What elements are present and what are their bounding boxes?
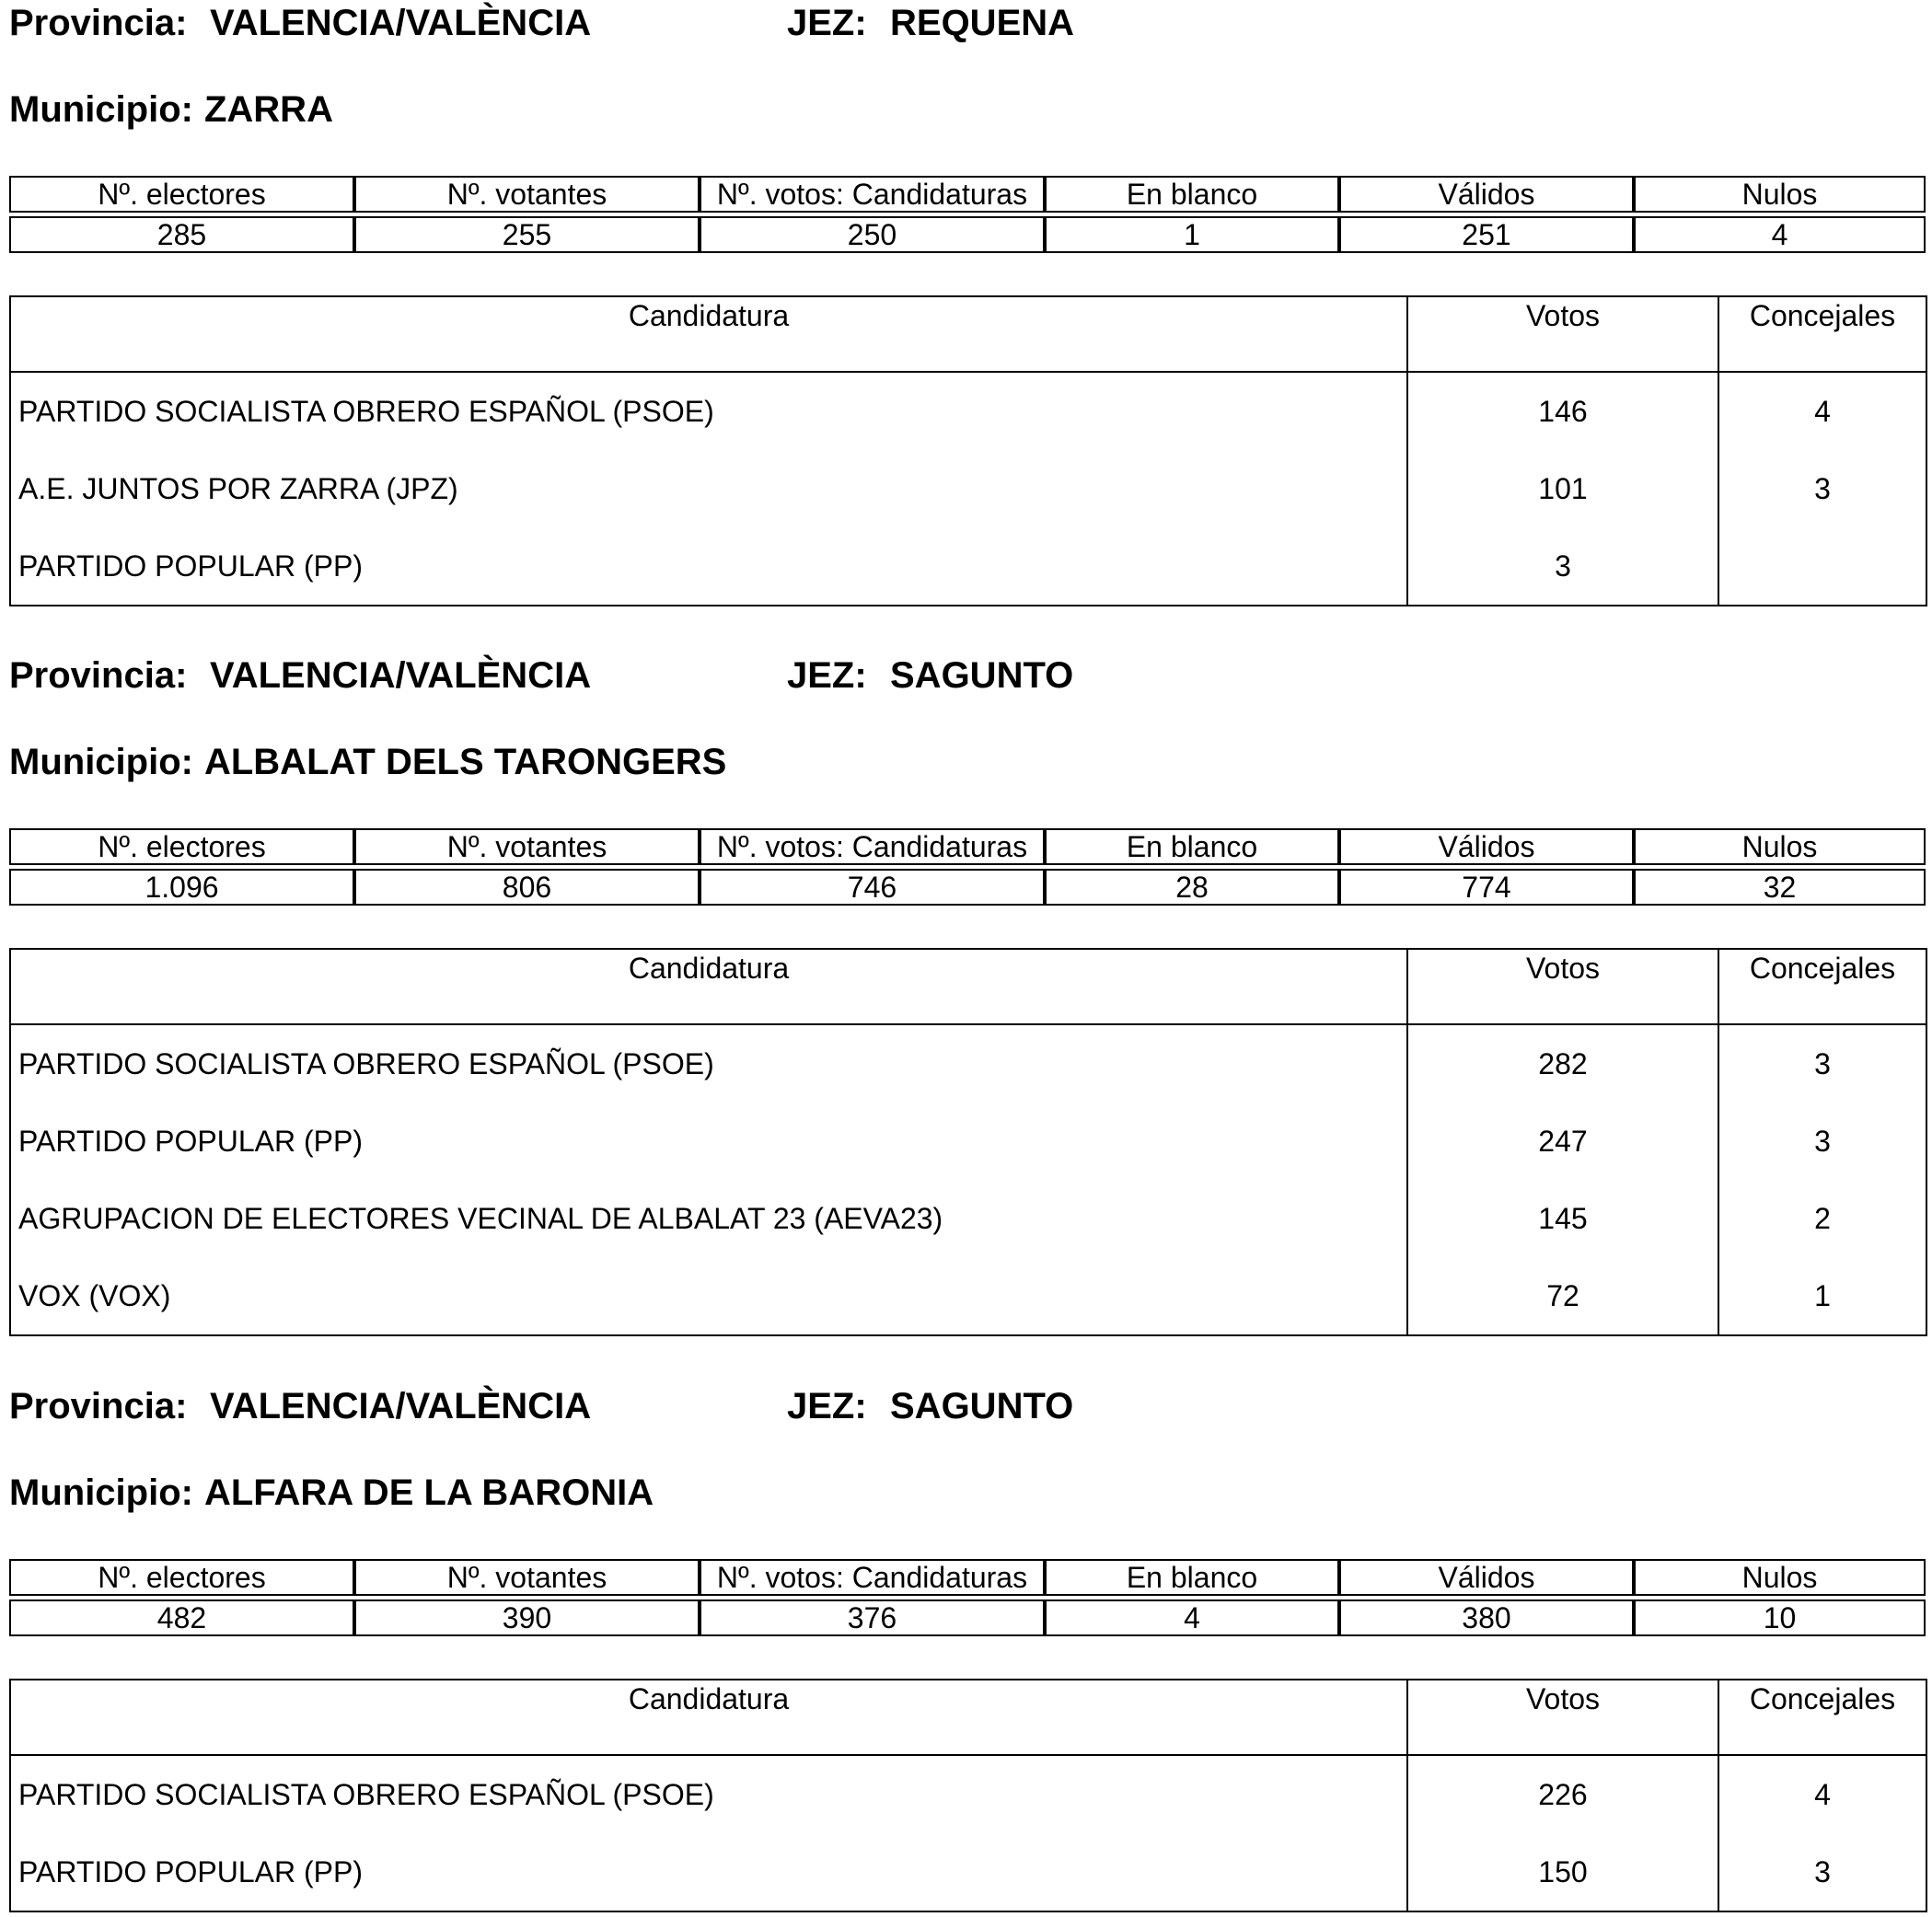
stats-header-cell: Nº. electores <box>9 1559 354 1596</box>
stats-header-cell: En blanco <box>1045 1559 1339 1596</box>
stats-value-row <box>9 1599 1926 1636</box>
municipio-label: Municipio: <box>9 89 193 130</box>
candidaturas-table <box>9 295 1927 606</box>
candidatura-votos: 3 <box>1407 527 1718 606</box>
jez-value: SAGUNTO <box>890 655 1074 696</box>
municipio-line <box>9 739 726 785</box>
provincia-label: Provincia: <box>9 1386 188 1426</box>
candidaturas-header-cell: Candidatura <box>10 296 1407 372</box>
stats-value-cell: 806 <box>354 869 700 906</box>
stats-value-cell: 250 <box>700 216 1045 253</box>
candidaturas-table <box>9 1679 1927 1912</box>
stats-value-cell: 390 <box>354 1599 700 1636</box>
stats-value-cell: 376 <box>700 1599 1045 1636</box>
candidatura-row <box>10 1103 1926 1180</box>
stats-value-cell: 482 <box>9 1599 354 1636</box>
candidatura-name: PARTIDO POPULAR (PP) <box>18 1854 363 1888</box>
jez-label: JEZ: <box>787 3 867 43</box>
candidatura-concejales: 3 <box>1718 450 1926 527</box>
stats-value-cell: 255 <box>354 216 700 253</box>
stats-value-row <box>9 216 1926 253</box>
candidatura-concejales: 4 <box>1718 1755 1926 1833</box>
candidatura-concejales: 2 <box>1718 1180 1926 1257</box>
candidaturas-table <box>9 948 1927 1336</box>
municipality-section <box>9 0 1926 652</box>
provincia-label: Provincia: <box>9 655 188 696</box>
stats-value-cell: 1.096 <box>9 869 354 906</box>
candidatura-votos: 226 <box>1407 1755 1718 1833</box>
provincia-value: VALENCIA/VALÈNCIA <box>210 1386 592 1426</box>
candidatura-name: VOX (VOX) <box>18 1278 171 1312</box>
candidatura-name: PARTIDO SOCIALISTA OBRERO ESPAÑOL (PSOE) <box>18 1777 714 1811</box>
candidatura-concejales: 3 <box>1718 1024 1926 1103</box>
candidatura-concejales: 1 <box>1718 1257 1926 1335</box>
stats-value-cell: 28 <box>1045 869 1339 906</box>
candidatura-votos: 72 <box>1407 1257 1718 1335</box>
stats-header-cell: Nº. votantes <box>354 828 700 865</box>
municipio-value: ZARRA <box>203 89 333 130</box>
stats-table <box>9 1559 1926 1636</box>
stats-value-row <box>9 869 1926 906</box>
stats-value-cell: 285 <box>9 216 354 253</box>
candidatura-votos: 101 <box>1407 450 1718 527</box>
candidatura-name: PARTIDO POPULAR (PP) <box>18 1124 363 1158</box>
jez-value: REQUENA <box>890 3 1075 43</box>
stats-header-cell: Nº. votantes <box>354 1559 700 1596</box>
provincia-label: Provincia: <box>9 3 188 43</box>
candidatura-row <box>10 450 1926 527</box>
stats-value-cell: 1 <box>1045 216 1339 253</box>
candidatura-row <box>10 1755 1926 1833</box>
candidatura-row <box>10 1257 1926 1335</box>
candidaturas-header-row <box>10 1680 1926 1755</box>
candidatura-votos: 150 <box>1407 1833 1718 1911</box>
stats-header-cell: Nº. votos: Candidaturas <box>700 176 1045 213</box>
candidaturas-header-row <box>10 296 1926 372</box>
municipio-line <box>9 87 333 133</box>
stats-header-row <box>9 828 1926 865</box>
candidatura-votos: 145 <box>1407 1180 1718 1257</box>
stats-header-cell: Nulos <box>1634 828 1926 865</box>
candidatura-name: A.E. JUNTOS POR ZARRA (JPZ) <box>18 471 458 505</box>
stats-header-row <box>9 176 1926 213</box>
stats-header-cell: Nulos <box>1634 176 1926 213</box>
stats-table <box>9 828 1926 906</box>
stats-header-cell: Válidos <box>1339 828 1634 865</box>
jez-label: JEZ: <box>787 655 867 696</box>
candidatura-row <box>10 1833 1926 1911</box>
candidaturas-header-cell: Votos <box>1407 296 1718 372</box>
candidatura-concejales: 3 <box>1718 1103 1926 1180</box>
candidaturas-header-cell: Candidatura <box>10 949 1407 1024</box>
stats-header-cell: Válidos <box>1339 1559 1634 1596</box>
stats-header-cell: Válidos <box>1339 176 1634 213</box>
candidatura-concejales: 4 <box>1718 372 1926 450</box>
candidaturas-header-cell: Concejales <box>1718 1680 1926 1755</box>
stats-value-cell: 10 <box>1634 1599 1926 1636</box>
candidatura-concejales <box>1718 527 1926 606</box>
candidatura-row <box>10 1024 1926 1103</box>
candidatura-row <box>10 372 1926 450</box>
municipio-value: ALFARA DE LA BARONIA <box>203 1472 654 1513</box>
candidaturas-header-cell: Votos <box>1407 949 1718 1024</box>
municipio-value: ALBALAT DELS TARONGERS <box>203 742 727 782</box>
candidatura-row <box>10 527 1926 606</box>
candidaturas-header-cell: Votos <box>1407 1680 1718 1755</box>
stats-header-cell: En blanco <box>1045 828 1339 865</box>
candidaturas-header-cell: Concejales <box>1718 949 1926 1024</box>
candidatura-votos: 282 <box>1407 1024 1718 1103</box>
stats-table <box>9 176 1926 253</box>
candidatura-name: PARTIDO SOCIALISTA OBRERO ESPAÑOL (PSOE) <box>18 1046 714 1080</box>
stats-header-cell: Nº. votos: Candidaturas <box>700 828 1045 865</box>
stats-value-cell: 32 <box>1634 869 1926 906</box>
candidatura-row <box>10 1180 1926 1257</box>
candidaturas-header-cell: Candidatura <box>10 1680 1407 1755</box>
municipio-label: Municipio: <box>9 742 193 782</box>
stats-value-cell: 774 <box>1339 869 1634 906</box>
provincia-value: VALENCIA/VALÈNCIA <box>210 3 592 43</box>
candidatura-votos: 247 <box>1407 1103 1718 1180</box>
stats-header-cell: Nº. electores <box>9 828 354 865</box>
candidatura-votos: 146 <box>1407 372 1718 450</box>
stats-header-cell: En blanco <box>1045 176 1339 213</box>
stats-header-cell: Nº. votantes <box>354 176 700 213</box>
stats-header-cell: Nulos <box>1634 1559 1926 1596</box>
jez-value: SAGUNTO <box>890 1386 1074 1426</box>
stats-header-cell: Nº. electores <box>9 176 354 213</box>
stats-value-cell: 746 <box>700 869 1045 906</box>
candidatura-concejales: 3 <box>1718 1833 1926 1911</box>
stats-header-cell: Nº. votos: Candidaturas <box>700 1559 1045 1596</box>
municipio-line <box>9 1470 654 1516</box>
stats-value-cell: 251 <box>1339 216 1634 253</box>
stats-value-cell: 4 <box>1634 216 1926 253</box>
stats-value-cell: 380 <box>1339 1599 1634 1636</box>
candidaturas-header-cell: Concejales <box>1718 296 1926 372</box>
candidaturas-header-row <box>10 949 1926 1024</box>
candidatura-name: AGRUPACION DE ELECTORES VECINAL DE ALBALAT 23 (AEVA23) <box>18 1201 943 1235</box>
municipality-section <box>9 652 1926 1383</box>
candidatura-name: PARTIDO POPULAR (PP) <box>18 549 363 583</box>
provincia-value: VALENCIA/VALÈNCIA <box>210 655 592 696</box>
candidatura-name: PARTIDO SOCIALISTA OBRERO ESPAÑOL (PSOE) <box>18 394 714 428</box>
municipio-label: Municipio: <box>9 1472 193 1513</box>
stats-value-cell: 4 <box>1045 1599 1339 1636</box>
municipality-section <box>9 1383 1926 1917</box>
stats-header-row <box>9 1559 1926 1596</box>
jez-label: JEZ: <box>787 1386 867 1426</box>
